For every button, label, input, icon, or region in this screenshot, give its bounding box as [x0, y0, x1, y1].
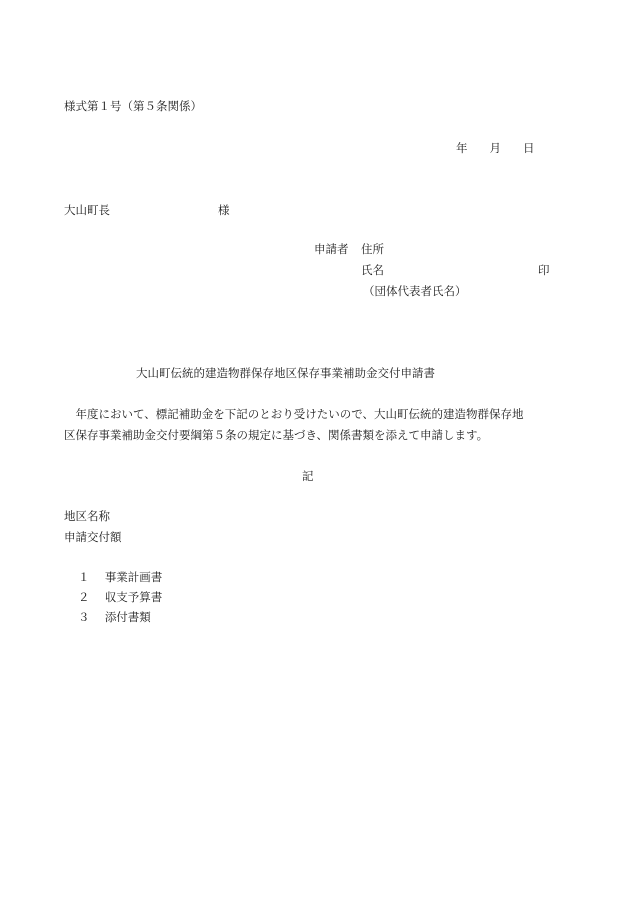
document-title: 大山町伝統的建造物群保存地区保存事業補助金交付申請書	[136, 366, 435, 380]
body-text-line-2: 区保存事業補助金交付要綱第５条の規定に基づき、関係書類を添えて申請します。	[64, 428, 489, 442]
applicant-label: 申請者	[314, 242, 349, 256]
addressee-name: 大山町長	[64, 203, 110, 217]
applicant-address-label: 住所	[361, 242, 384, 256]
attachment-number: １	[78, 570, 90, 584]
attachment-label: 事業計画書	[104, 570, 163, 584]
body-text-line-1: 年度において、標記補助金を下記のとおり受けたいので、大山町伝統的建造物群保存地	[64, 407, 524, 421]
attachment-label: 添付書類	[104, 610, 151, 624]
attachment-item-1	[78, 572, 162, 584]
attachment-label: 収支予算書	[104, 590, 163, 604]
attachment-item-3	[78, 612, 151, 624]
addressee-honorific: 様	[218, 203, 230, 217]
attachment-number: ２	[78, 590, 90, 604]
date-month-label: 月	[489, 141, 501, 155]
seal-mark: 印	[538, 263, 550, 277]
requested-amount-label: 申請交付額	[64, 530, 122, 544]
date-day-label: 日	[523, 141, 535, 155]
district-name-label: 地区名称	[64, 509, 110, 523]
attachment-number: ３	[78, 610, 90, 624]
date-year-label: 年	[456, 141, 468, 155]
date-line	[456, 143, 535, 155]
applicant-name-label: 氏名	[361, 263, 384, 277]
form-number: 様式第１号（第５条関係）	[64, 99, 202, 113]
representative-note: （団体代表者氏名）	[363, 284, 467, 298]
attachment-item-2	[78, 592, 162, 604]
ki-heading: 記	[302, 469, 314, 483]
